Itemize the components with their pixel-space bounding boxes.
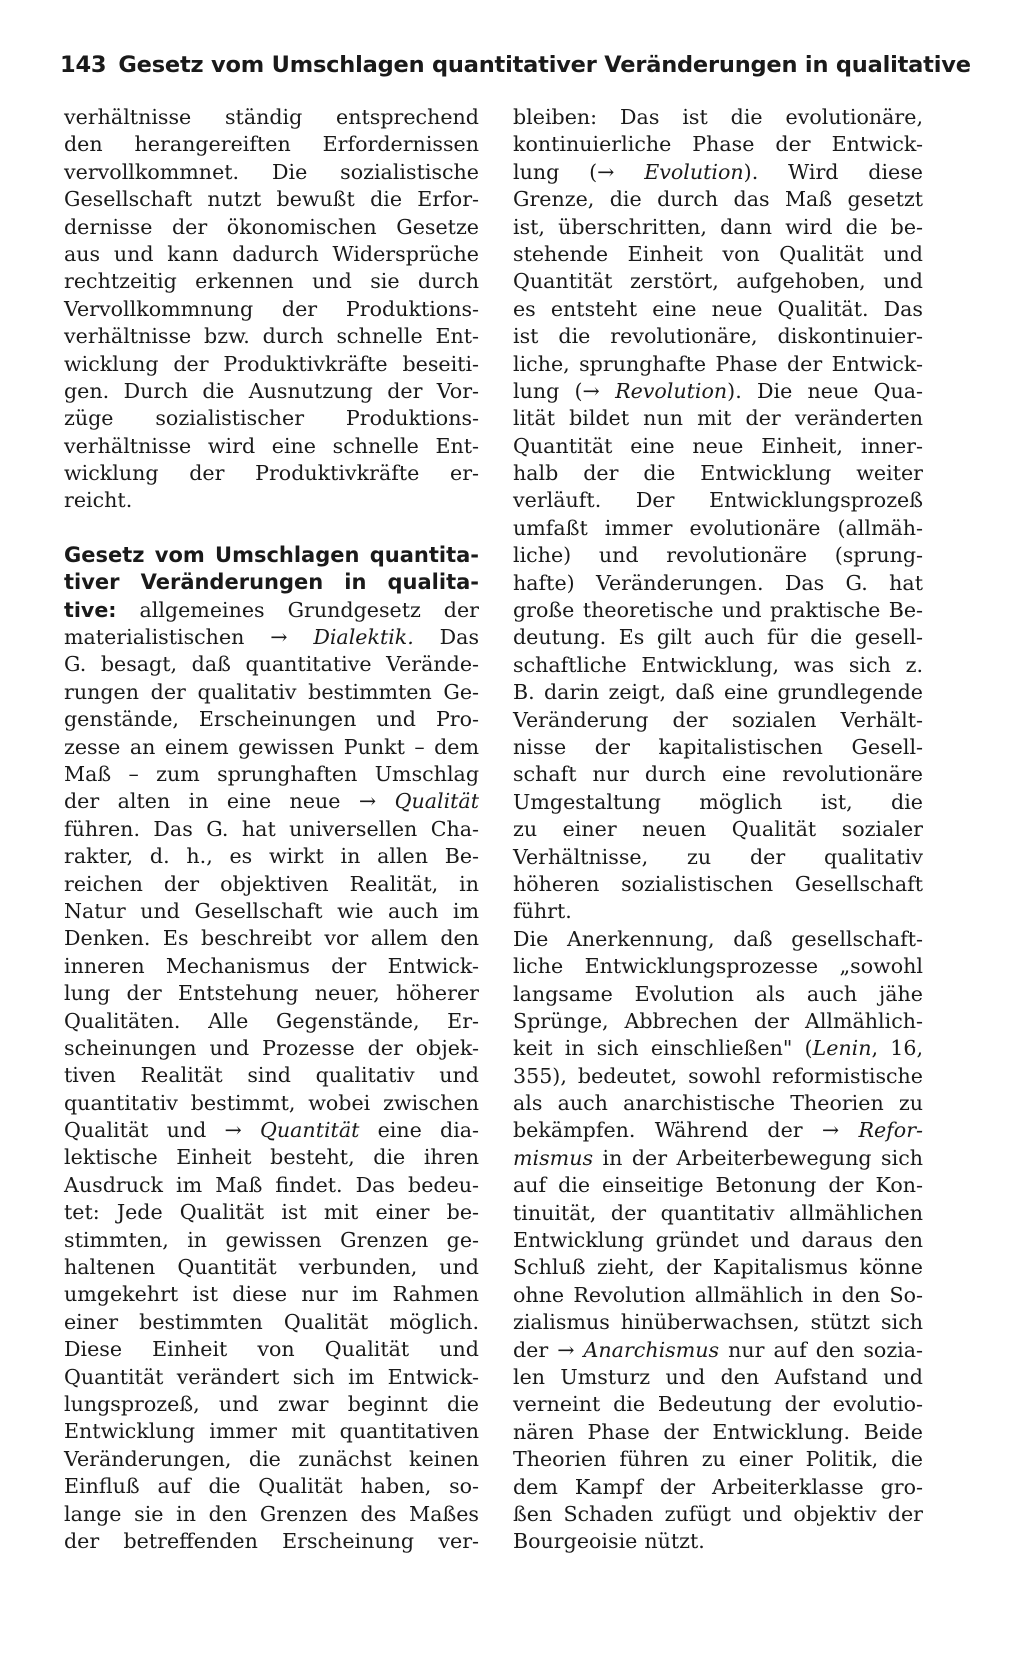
text-line: Qualitäten. Alle Gegenstände, Er- [64, 1008, 479, 1033]
text-line: verhältnisse wird eine schnelle Ent- [64, 433, 479, 458]
text-line: genstände, Erscheinungen und Pro- [64, 707, 479, 732]
text-line: einer bestimmten Qualität möglich. [64, 1309, 479, 1334]
text-line: Sprünge, Abbrechen der Allmählich- [513, 1008, 923, 1033]
text-line: den herangereiften Erfordernissen [64, 132, 479, 157]
text-line: wicklung der Produktivkräfte er- [64, 461, 479, 486]
cross-ref-anarchismus: Anarchismus [583, 1337, 720, 1362]
text-line: keit in sich einschließen" (Lenin, 16, [513, 1036, 923, 1061]
text-line: schaft nur durch eine revolutionäre [513, 762, 923, 787]
cross-ref-dialektik: Dialektik. [313, 625, 414, 650]
text-line: zu einer neuen Qualität sozialer [513, 817, 923, 842]
text-line: verneint die Bedeutung der evolutio- [513, 1392, 923, 1417]
text-line: tet: Jede Qualität ist mit einer be- [64, 1200, 479, 1225]
text-line: kontinuierliche Phase der Entwick- [513, 132, 923, 157]
text-line: umgekehrt ist diese nur im Rahmen [64, 1282, 479, 1307]
text-line: höheren sozialistischen Gesellschaft [513, 871, 923, 896]
text-line: bekämpfen. Während der → Refor- [513, 1118, 924, 1143]
text-line: zesse an einem gewissen Punkt – dem [64, 734, 479, 759]
text-line: quantitativ bestimmt, wobei zwischen [64, 1090, 479, 1115]
text-line: tinuität, der quantitativ allmählichen [513, 1200, 923, 1225]
text-line: lung der Entstehung neuer, höherer [64, 981, 479, 1006]
paragraph-gap [64, 515, 479, 542]
text-line: stimmten, in gewissen Grenzen ge- [64, 1227, 479, 1252]
text-line: halb der die Entwicklung weiter [513, 461, 923, 486]
text-line: Die Anerkennung, daß gesellschaft- [513, 926, 923, 951]
text-line: rechtzeitig erkennen und sie durch [64, 269, 479, 294]
text-line: deutung. Es gilt auch für die gesell- [513, 625, 923, 650]
text-line: ohne Revolution allmählich in den So- [513, 1282, 923, 1307]
text-line: lektische Einheit besteht, die ihren [64, 1145, 479, 1170]
text-line: langsame Evolution als auch jähe [513, 981, 923, 1006]
running-head-title: Gesetz vom Umschlagen quantitativer Veränderungen in qualitative [118, 52, 971, 78]
text-line: Vervollkommnung der Produktions- [64, 296, 479, 321]
text-line: züge sozialistischer Produktions- [64, 406, 479, 431]
text-line: reicht. [64, 488, 133, 513]
text-line: Verhältnisse, zu der qualitativ [513, 844, 923, 869]
text-line: Entwicklung gründet und daraus den [513, 1228, 923, 1253]
text-line: nisse der kapitalistischen Gesell- [513, 734, 923, 759]
text-line: lungsprozeß, und zwar beginnt die [64, 1391, 479, 1416]
text-line: Natur und Gesellschaft wie auch im [64, 898, 479, 923]
text-line: Einfluß auf die Qualität haben, so- [64, 1474, 479, 1499]
text-line: bleiben: Das ist die evolutionäre, [513, 105, 923, 129]
text-line: gen. Durch die Ausnutzung der Vor- [64, 378, 479, 403]
text-line: lung (→ Revolution). Die neue Qua- [513, 378, 924, 403]
text-line: 355), bedeutet, sowohl reformistische [513, 1063, 923, 1088]
text-line: umfaßt immer evolutionäre (allmäh- [513, 515, 923, 540]
text-line: tiven Realität sind qualitativ und [64, 1063, 479, 1088]
text-line: aus und kann dadurch Widersprüche [64, 241, 479, 266]
text-line: hafte) Veränderungen. Das G. hat [513, 570, 923, 595]
text-line: tive: allgemeines Grundgesetz der [64, 597, 479, 622]
text-line: Entwicklung immer mit quantitativen [64, 1419, 479, 1444]
text-line: liche) und revolutionäre (sprung- [513, 543, 923, 568]
text-line: es entsteht eine neue Qualität. Das [513, 296, 923, 321]
text-line: scheinungen und Prozesse der objek- [64, 1035, 479, 1060]
text-line: dernisse der ökonomischen Gesetze [64, 214, 479, 239]
text-line: verhältnisse bzw. durch schnelle Ent- [64, 324, 479, 349]
cross-ref-qualitaet: Qualität [394, 789, 479, 814]
text-line: ist, überschritten, dann wird die be- [513, 214, 923, 239]
text-line: Quantität verändert sich im Entwick- [64, 1364, 479, 1389]
citation-lenin: Lenin [812, 1036, 872, 1061]
text-line: lange sie in den Grenzen des Maßes [64, 1501, 479, 1526]
text-line: mismus in der Arbeiterbewegung sich [513, 1145, 923, 1170]
text-line: materialistischen → Dialektik. Das [64, 625, 480, 650]
entry-heading-end: tive: [64, 597, 117, 622]
text-line: len Umsturz und den Aufstand und [513, 1364, 923, 1389]
text-line: lität bildet nun mit der veränderten [513, 406, 923, 431]
text-line: auf die einseitige Betonung der Kon- [513, 1173, 923, 1198]
text-line: ßen Schaden zufügt und objektiv der [513, 1501, 923, 1526]
text-line: vervollkommnet. Die sozialistische [64, 159, 479, 184]
text-line: Diese Einheit von Qualität und [64, 1337, 479, 1362]
text-line: liche Entwicklungsprozesse „sowohl [513, 954, 923, 979]
text-line: Qualität und → Quantität eine dia- [64, 1118, 480, 1143]
text-line: Veränderungen, die zunächst keinen [64, 1446, 479, 1471]
cross-ref-evolution: Evolution [644, 159, 744, 184]
cross-ref-reformismus: Refor- [858, 1118, 924, 1143]
text-line: stehende Einheit von Qualität und [513, 241, 923, 266]
text-line: Grenze, die durch das Maß gesetzt [513, 187, 923, 212]
left-column [64, 104, 479, 1555]
text-line: nären Phase der Entwicklung. Beide [513, 1419, 923, 1444]
text-line: liche, sprunghafte Phase der Entwick- [513, 351, 923, 376]
text-line: führt. [513, 899, 572, 924]
text-line: Schluß zieht, der Kapitalismus könne [513, 1255, 923, 1280]
text-line: Theorien führen zu einer Politik, die [513, 1447, 923, 1472]
running-head [60, 52, 971, 78]
text-line: inneren Mechanismus der Entwick- [64, 953, 479, 978]
text-line: Quantität zerstört, aufgehoben, und [513, 269, 923, 294]
right-column [513, 104, 923, 1556]
text-line: Gesellschaft nutzt bewußt die Erfor- [64, 187, 479, 212]
paragraph-anerkennung [513, 926, 923, 1556]
text-line: große theoretische und praktische Be- [513, 598, 923, 623]
text-line: Maß – zum sprunghaften Umschlag [64, 761, 479, 786]
text-line: Denken. Es beschreibt vor allem den [64, 926, 479, 951]
entry-heading-line: Gesetz vom Umschlagen quantita- [64, 542, 479, 567]
entry-paragraph [64, 542, 479, 1555]
text-line: verläuft. Der Entwicklungsprozeß [513, 488, 923, 513]
text-line: B. darin zeigt, daß eine grundlegende [513, 680, 923, 705]
text-line: der → Anarchismus nur auf den sozia- [513, 1337, 924, 1362]
cross-ref-revolution: Revolution [615, 378, 728, 403]
entry-paragraph-continued [513, 104, 923, 926]
text-line: verhältnisse ständig entsprechend [64, 105, 479, 129]
entry-heading-line: tiver Veränderungen in qualita- [64, 570, 479, 595]
text-line: als auch anarchistische Theorien zu [513, 1091, 923, 1116]
text-line: wicklung der Produktivkräfte beseiti- [64, 351, 479, 376]
text-line: führen. Das G. hat universellen Cha- [64, 816, 479, 841]
cross-ref-reformismus-cont: mismus [513, 1145, 594, 1170]
text-line: schaftliche Entwicklung, was sich z. [513, 652, 923, 677]
text-line: Bourgeoisie nützt. [513, 1529, 705, 1554]
text-line: dem Kampf der Arbeiterklasse gro- [513, 1474, 923, 1499]
text-line: haltenen Quantität verbunden, und [64, 1255, 479, 1280]
text-line: der alten in eine neue → Qualität [64, 789, 479, 814]
text-line: lung (→ Evolution). Wird diese [513, 159, 923, 184]
text-line: Quantität eine neue Einheit, inner- [513, 433, 923, 458]
text-line: Ausdruck im Maß findet. Das bedeu- [64, 1172, 479, 1197]
text-line: G. besagt, daß quantitative Verände- [64, 652, 479, 677]
text-line: rakter, d. h., es wirkt in allen Be- [64, 844, 479, 869]
text-line: rungen der qualitativ bestimmten Ge- [64, 679, 479, 704]
text-line: der betreffenden Erscheinung ver- [64, 1528, 479, 1553]
text-line: reichen der objektiven Realität, in [64, 871, 479, 896]
text-line: Veränderung der sozialen Verhält- [513, 707, 923, 732]
continuation-paragraph [64, 104, 479, 515]
text-line: ist die revolutionäre, diskontinuier- [513, 324, 923, 349]
text-line: zialismus hinüberwachsen, stützt sich [513, 1310, 923, 1335]
cross-ref-quantitaet: Quantität [260, 1118, 360, 1143]
text-line: Umgestaltung möglich ist, die [513, 789, 923, 814]
page-number: 143 [60, 52, 107, 78]
